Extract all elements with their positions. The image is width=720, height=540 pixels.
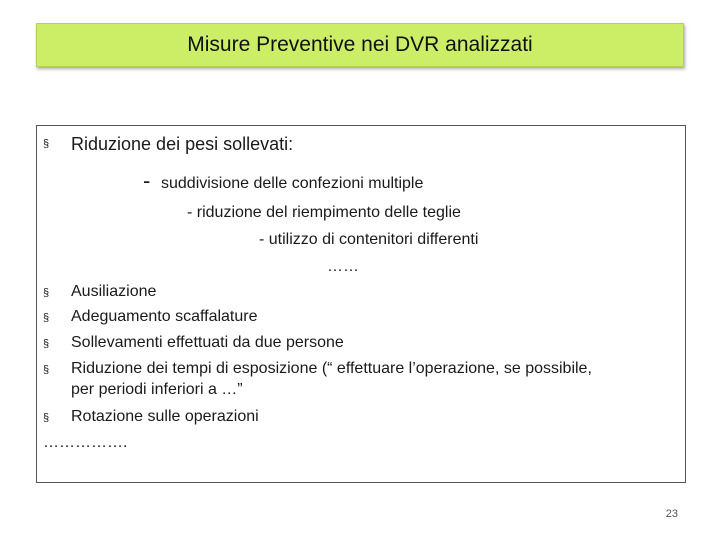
slide-title-bar bbox=[36, 23, 684, 67]
sub-item-2: - riduzione del riempimento delle teglie bbox=[187, 204, 461, 221]
sub-dash: - bbox=[143, 168, 151, 193]
bullet-symbol: § bbox=[43, 287, 50, 299]
page-number: 23 bbox=[665, 508, 678, 520]
trailing-ellipsis: ……………. bbox=[43, 434, 128, 451]
bullet-item-2: Adeguamento scaffalature bbox=[71, 308, 258, 325]
bullet-symbol: § bbox=[43, 138, 50, 150]
bullet-item-4-continued: per periodi inferiori a …” bbox=[71, 381, 243, 398]
bullet-symbol: § bbox=[43, 364, 50, 376]
bullet-symbol: § bbox=[43, 312, 50, 324]
sub-item-1: suddivisione delle confezioni multiple bbox=[161, 175, 424, 192]
bullet-item-4: Riduzione dei tempi di esposizione (“ effettuare l’operazione, se possibile, bbox=[71, 360, 592, 377]
bullet-symbol: § bbox=[43, 338, 50, 350]
sub-item-4: …… bbox=[327, 258, 359, 275]
sub-item-3: - utilizzo di contenitori differenti bbox=[259, 231, 479, 248]
content-box bbox=[36, 125, 686, 483]
bullet-item-3: Sollevamenti effettuati da due persone bbox=[71, 334, 344, 351]
slide-title: Misure Preventive nei DVR analizzati bbox=[187, 33, 533, 56]
bullet-item-5: Rotazione sulle operazioni bbox=[71, 408, 259, 425]
bullet-symbol: § bbox=[43, 412, 50, 424]
heading-bullet: Riduzione dei pesi sollevati: bbox=[71, 134, 294, 154]
bullet-item-1: Ausiliazione bbox=[71, 283, 157, 300]
